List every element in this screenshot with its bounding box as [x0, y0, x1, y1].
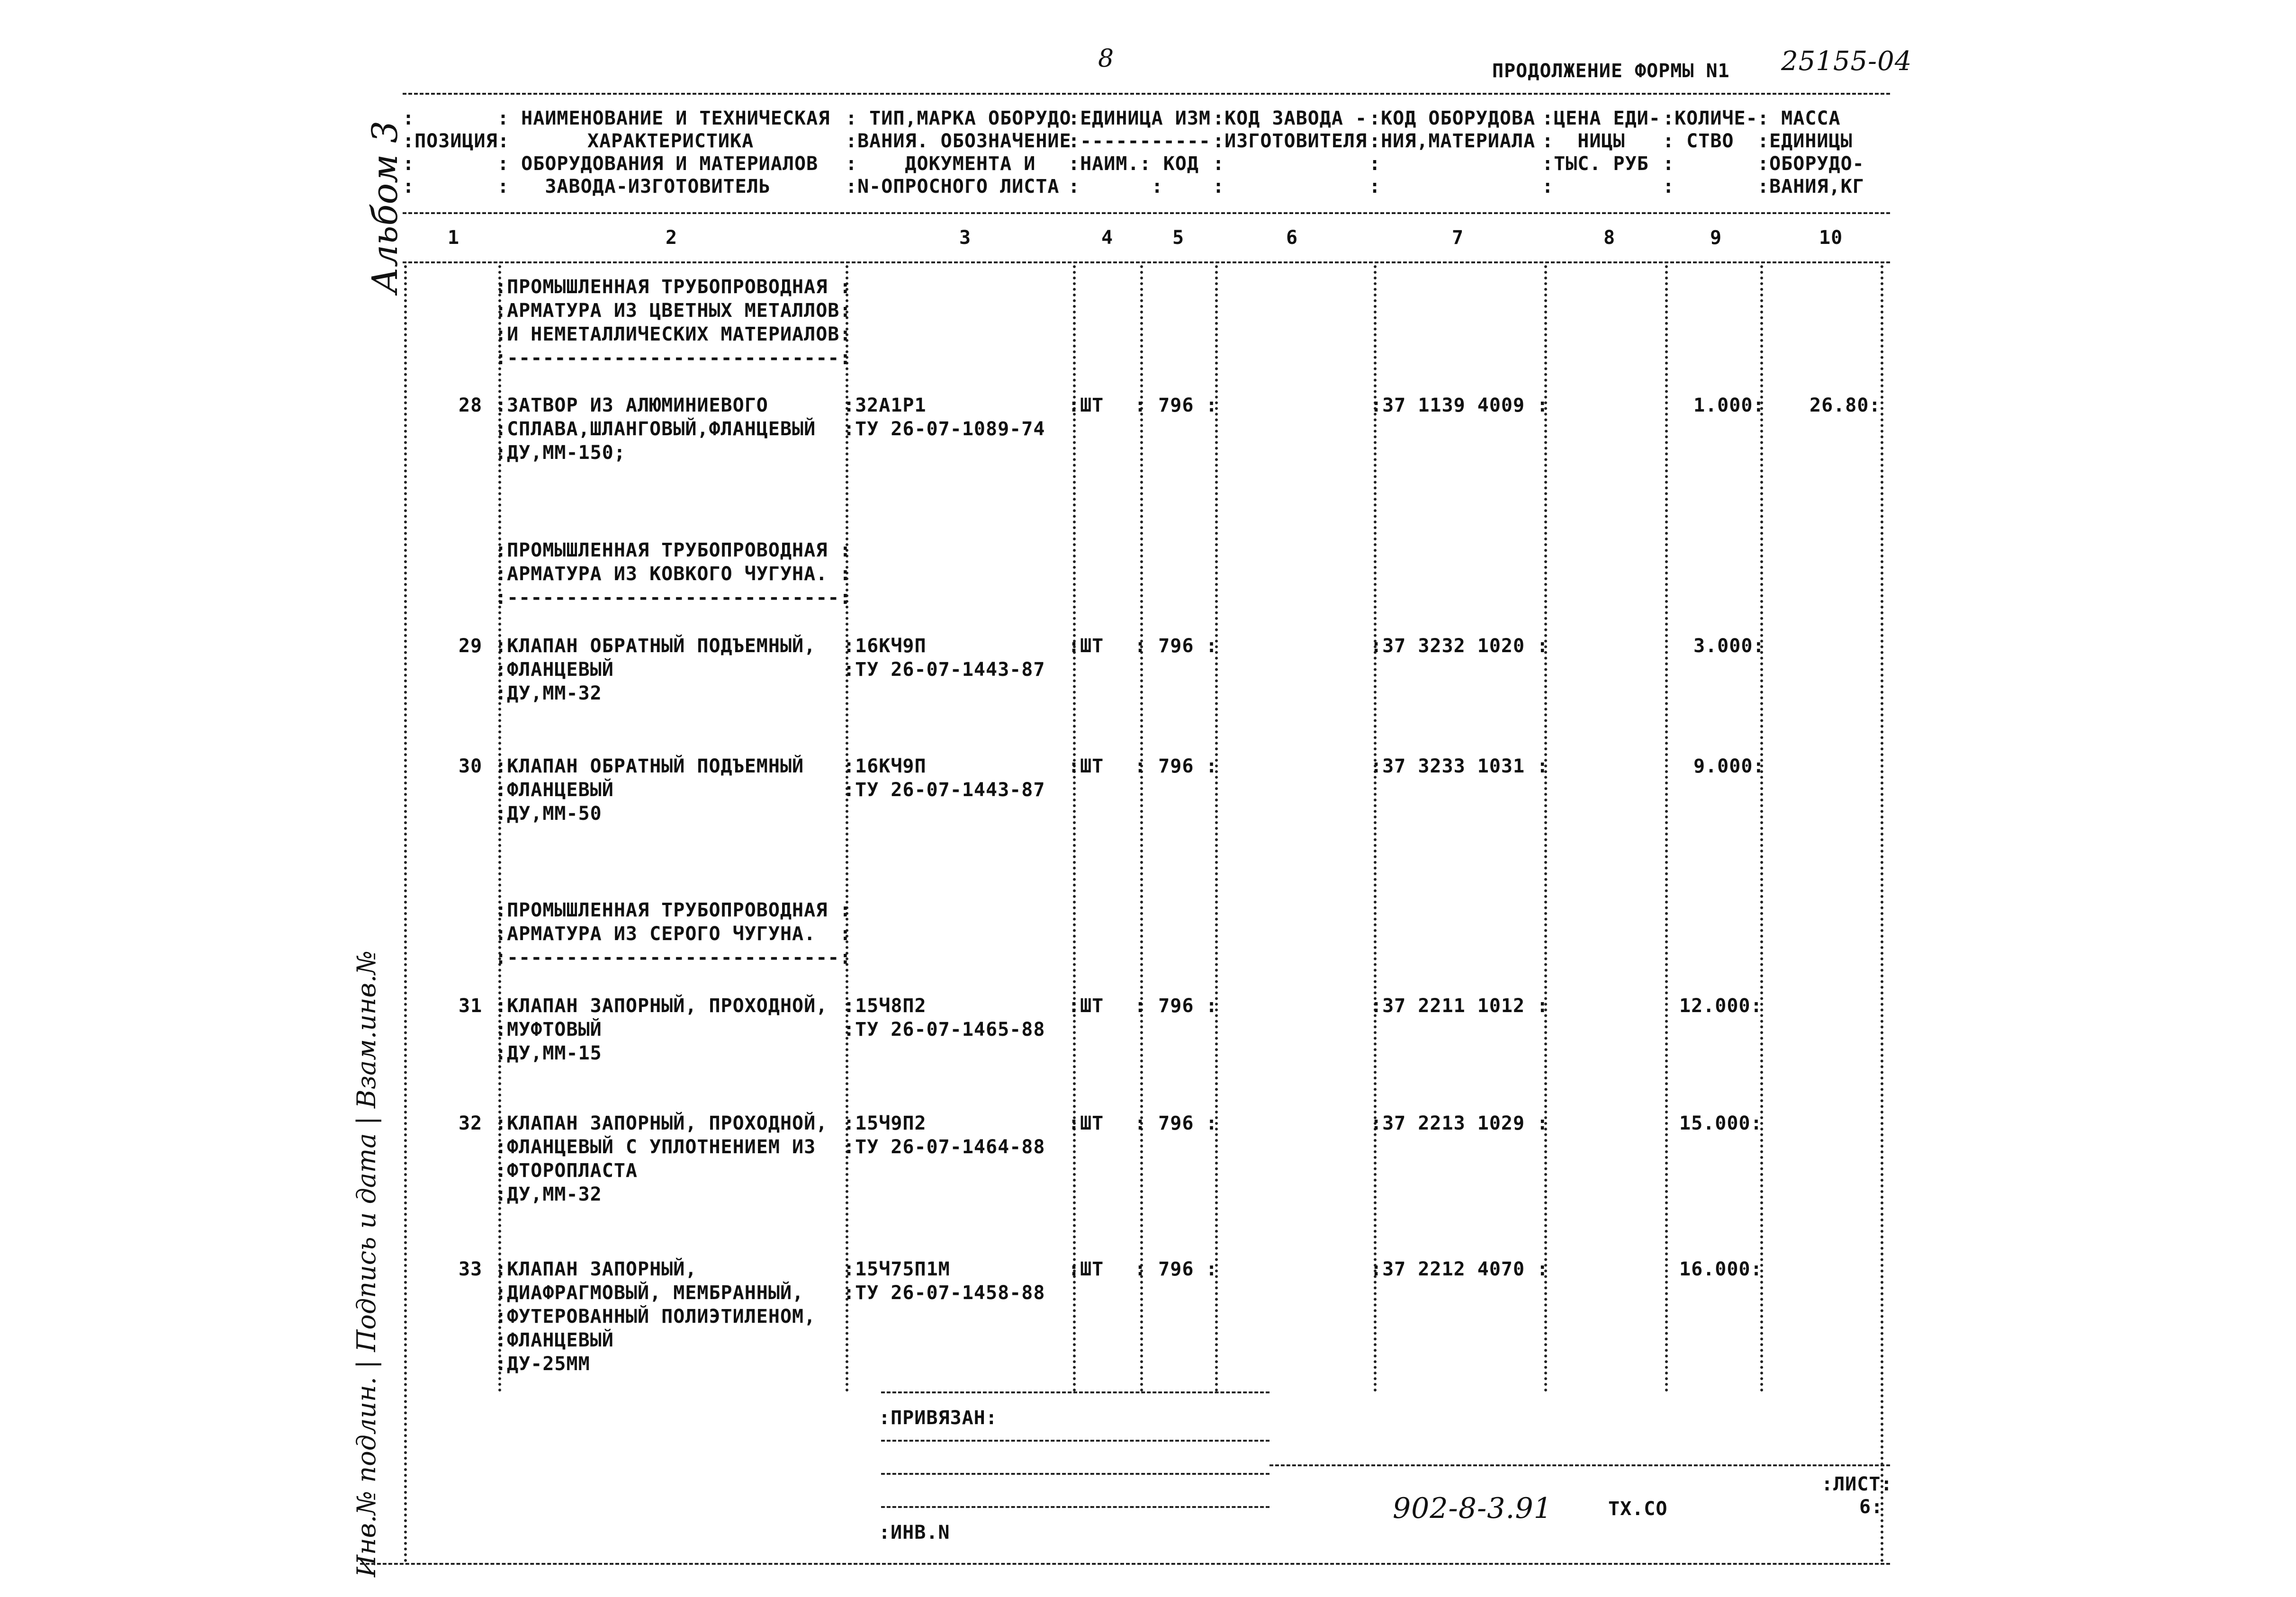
hdr-mass-2: :ЕДИНИЦЫ [1757, 130, 1853, 152]
col-number: 1 [448, 227, 460, 249]
hdr-equip-4: : [1369, 176, 1381, 197]
hdr-price-2: : НИЦЫ [1542, 130, 1625, 152]
row-name-line: :КЛАПАН ЗАПОРНЫЙ, ПРОХОДНОЙ, [495, 995, 828, 1017]
row-quantity: 1.000: [1693, 395, 1765, 416]
row-type-line: :16КЧ9П [843, 635, 927, 657]
group-line: :----------------------------: [495, 947, 852, 969]
col-sep-6 [1215, 265, 1218, 1392]
hdr-price-4: : [1542, 176, 1554, 197]
col-sep-7 [1374, 265, 1377, 1392]
row-name-line: :ФЛАНЦЕВЫЙ [495, 659, 614, 681]
hdr-factory-1: :КОД ЗАВОДА - [1213, 108, 1368, 129]
hdr-price-1: :ЦЕНА ЕДИ- [1542, 108, 1661, 129]
row-type-line: :ТУ 26-07-1464-88 [843, 1136, 1045, 1158]
row-mass: 26.80: [1810, 395, 1881, 416]
col-sep-9 [1665, 265, 1668, 1392]
document-code: 25155-04 [1781, 46, 1912, 77]
hdr-type-3: : ДОКУМЕНТА И [846, 153, 1036, 175]
row-position: 28 [459, 395, 483, 416]
row-name-line: :МУФТОВЫЙ [495, 1019, 602, 1041]
hdr-unit-4: : : [1068, 176, 1163, 197]
hdr-qty-3: : [1663, 153, 1675, 175]
col-sep-11 [1881, 265, 1883, 1563]
row-name-line: :ДУ,ММ-32 [495, 1184, 602, 1205]
group-line: :----------------------------: [495, 347, 852, 369]
hdr-pos-2: :ПОЗИЦИЯ: [403, 130, 510, 152]
row-unit-code: : 796 : [1134, 1113, 1218, 1134]
row-equipment-code: :37 2213 1029 : [1370, 1113, 1549, 1134]
row-name-line: :ФЛАНЦЕВЫЙ [495, 779, 614, 801]
group-line: :И НЕМЕТАЛЛИЧЕСКИХ МАТЕРИАЛОВ: [495, 323, 852, 345]
stamp-rule-4 [881, 1473, 1270, 1475]
row-name-line: :КЛАПАН ЗАПОРНЫЙ, [495, 1258, 697, 1280]
row-name-line: :ФУТЕРОВАННЫЙ ПОЛИЭТИЛЕНОМ, [495, 1306, 816, 1328]
hdr-type-4: :N-ОПРОСНОГО ЛИСТА [846, 176, 1060, 197]
row-position: 33 [459, 1258, 483, 1280]
row-unit: :ШТ [1068, 995, 1104, 1017]
hdr-pos-4: : [403, 176, 415, 197]
row-name-line: :КЛАПАН ОБРАТНЫЙ ПОДЪЕМНЫЙ [495, 755, 804, 777]
hdr-factory-2: :ИЗГОТОВИТЕЛЯ [1213, 130, 1368, 152]
row-unit: :ШТ [1068, 395, 1104, 416]
col-sep-10 [1760, 265, 1763, 1392]
row-name-line: :ДУ-25ММ [495, 1353, 590, 1375]
row-quantity: 12.000: [1679, 995, 1763, 1017]
row-quantity: 16.000: [1679, 1258, 1763, 1280]
row-unit-code: : 796 : [1134, 995, 1218, 1017]
row-equipment-code: :37 3232 1020 : [1370, 635, 1549, 657]
row-unit: :ШТ [1068, 635, 1104, 657]
row-type-line: :ТУ 26-07-1458-88 [843, 1282, 1045, 1304]
row-equipment-code: :37 2212 4070 : [1370, 1258, 1549, 1280]
margin-stamp-labels: Инв.№ подлин. | Подпись и дата | Взам.инв.№ [351, 950, 381, 1577]
numbers-rule [403, 261, 1890, 263]
hdr-unit-1: :ЕДИНИЦА ИЗМ [1068, 108, 1211, 129]
row-type-line: :32А1Р1 [843, 395, 927, 416]
group-line: :----------------------------: [495, 587, 852, 609]
row-type-line: :ТУ 26-07-1443-87 [843, 659, 1045, 681]
col-sep-5 [1140, 265, 1143, 1392]
row-name-line: :ДУ,ММ-150; [495, 442, 626, 464]
hdr-pos-1: : [403, 108, 415, 129]
sheet-number: 6: [1859, 1496, 1883, 1518]
row-equipment-code: :37 1139 4009 : [1370, 395, 1549, 416]
hdr-equip-2: :НИЯ,МАТЕРИАЛА [1369, 130, 1536, 152]
hdr-name-3: : ОБОРУДОВАНИЯ И МАТЕРИАЛОВ [497, 153, 819, 175]
col-sep-1 [404, 265, 407, 1563]
page-number: 8 [1098, 45, 1115, 73]
row-position: 29 [459, 635, 483, 657]
row-name-line: :ФЛАНЦЕВЫЙ [495, 1329, 614, 1351]
row-position: 31 [459, 995, 483, 1017]
col-number: 9 [1710, 227, 1722, 249]
row-name-line: :ФЛАНЦЕВЫЙ С УПЛОТНЕНИЕМ ИЗ [495, 1136, 816, 1158]
row-type-line: :15Ч75П1М [843, 1258, 950, 1280]
group-line: :ПРОМЫШЛЕННАЯ ТРУБОПРОВОДНАЯ : [495, 539, 852, 561]
row-type-line: :ТУ 26-07-1443-87 [843, 779, 1045, 801]
row-unit-code: : 796 : [1134, 395, 1218, 416]
row-type-line: :15Ч8П2 [843, 995, 927, 1017]
hdr-name-1: : НАИМЕНОВАНИЕ И ТЕХНИЧЕСКАЯ [497, 108, 830, 129]
hdr-mass-3: :ОБОРУДО- [1757, 153, 1864, 175]
col-number: 5 [1172, 227, 1185, 249]
continuation-title: ПРОДОЛЖЕНИЕ ФОРМЫ N1 [1492, 60, 1730, 82]
row-name-line: :КЛАПАН ЗАПОРНЫЙ, ПРОХОДНОЙ, [495, 1113, 828, 1134]
row-unit-code: : 796 : [1134, 635, 1218, 657]
row-quantity: 15.000: [1679, 1113, 1763, 1134]
col-number: 8 [1603, 227, 1616, 249]
group-line: :АРМАТУРА ИЗ СЕРОГО ЧУГУНА. : [495, 923, 852, 945]
row-unit-code: : 796 : [1134, 1258, 1218, 1280]
hdr-mass-4: :ВАНИЯ,КГ [1757, 176, 1864, 197]
hdr-type-2: :ВАНИЯ. ОБОЗНАЧЕНИЕ [846, 130, 1071, 152]
sheet-label: :ЛИСТ: [1821, 1473, 1893, 1495]
row-equipment-code: :37 3233 1031 : [1370, 755, 1549, 777]
bound-label: :ПРИВЯЗАН: [879, 1407, 998, 1429]
hdr-qty-2: : СТВО [1663, 130, 1734, 152]
row-name-line: :ЗАТВОР ИЗ АЛЮМИНИЕВОГО [495, 395, 768, 416]
row-unit: :ШТ [1068, 1113, 1104, 1134]
col-number: 4 [1101, 227, 1114, 249]
row-name-line: :КЛАПАН ОБРАТНЫЙ ПОДЪЕМНЫЙ, [495, 635, 816, 657]
hdr-pos-3: : [403, 153, 415, 175]
hdr-unit-3: :НАИМ.: КОД [1068, 153, 1199, 175]
col-sep-4 [1073, 265, 1076, 1392]
col-number: 2 [666, 227, 678, 249]
row-position: 30 [459, 755, 483, 777]
header-rule [403, 212, 1890, 214]
hdr-equip-3: : [1369, 153, 1381, 175]
row-quantity: 3.000: [1693, 635, 1765, 657]
row-position: 32 [459, 1113, 483, 1134]
hdr-name-2: ХАРАКТЕРИСТИКА [587, 130, 754, 152]
row-name-line: :ДУ,ММ-15 [495, 1042, 602, 1064]
stamp-rule-2 [881, 1440, 1270, 1442]
row-name-line: :ДУ,ММ-32 [495, 682, 602, 704]
drawing-mark: ТХ.СО [1608, 1498, 1668, 1520]
inventory-label: :ИНВ.N [879, 1522, 950, 1543]
group-line: :ПРОМЫШЛЕННАЯ ТРУБОПРОВОДНАЯ : [495, 276, 852, 298]
row-equipment-code: :37 2211 1012 : [1370, 995, 1549, 1017]
row-unit-code: : 796 : [1134, 755, 1218, 777]
row-unit: :ШТ [1068, 755, 1104, 777]
album-label: Альбом 3 [365, 120, 405, 294]
row-type-line: :ТУ 26-07-1465-88 [843, 1019, 1045, 1041]
row-name-line: :ФТОРОПЛАСТА [495, 1160, 638, 1182]
row-type-line: :ТУ 26-07-1089-74 [843, 418, 1045, 440]
row-type-line: :15Ч9П2 [843, 1113, 927, 1134]
group-line: :АРМАТУРА ИЗ ЦВЕТНЫХ МЕТАЛЛОВ: [495, 300, 852, 322]
bottom-rule [360, 1563, 1890, 1565]
top-rule [403, 93, 1890, 95]
row-unit: :ШТ [1068, 1258, 1104, 1280]
hdr-price-3: :ТЫС. РУБ [1542, 153, 1649, 175]
stamp-rule-3 [1270, 1464, 1890, 1466]
hdr-mass-1: : МАССА [1757, 108, 1841, 129]
hdr-factory-4: : [1213, 176, 1225, 197]
hdr-qty-4: : [1663, 176, 1675, 197]
col-number: 7 [1452, 227, 1464, 249]
row-name-line: :ДИАФРАГМОВЫЙ, МЕМБРАННЫЙ, [495, 1282, 804, 1304]
drawing-number: 902-8-3.91 [1393, 1492, 1552, 1525]
row-quantity: 9.000: [1693, 755, 1765, 777]
hdr-equip-1: :КОД ОБОРУДОВА [1369, 108, 1536, 129]
group-line: :ПРОМЫШЛЕННАЯ ТРУБОПРОВОДНАЯ : [495, 899, 852, 921]
col-number: 10 [1819, 227, 1843, 249]
row-type-line: :16КЧ9П [843, 755, 927, 777]
group-line: :АРМАТУРА ИЗ КОВКОГО ЧУГУНА. : [495, 563, 852, 585]
hdr-qty-1: :КОЛИЧЕ- [1663, 108, 1758, 129]
row-name-line: :СПЛАВА,ШЛАНГОВЫЙ,ФЛАНЦЕВЫЙ [495, 418, 816, 440]
hdr-name-4: : ЗАВОДА-ИЗГОТОВИТЕЛЬ [497, 176, 771, 197]
hdr-type-1: : ТИП,МАРКА ОБОРУДО [846, 108, 1071, 129]
col-number: 3 [959, 227, 972, 249]
row-name-line: :ДУ,ММ-50 [495, 803, 602, 825]
stamp-rule-5 [881, 1506, 1270, 1508]
hdr-unit-2: :----------- [1068, 130, 1211, 152]
hdr-factory-3: : [1213, 153, 1225, 175]
col-sep-8 [1544, 265, 1547, 1392]
col-number: 6 [1286, 227, 1298, 249]
